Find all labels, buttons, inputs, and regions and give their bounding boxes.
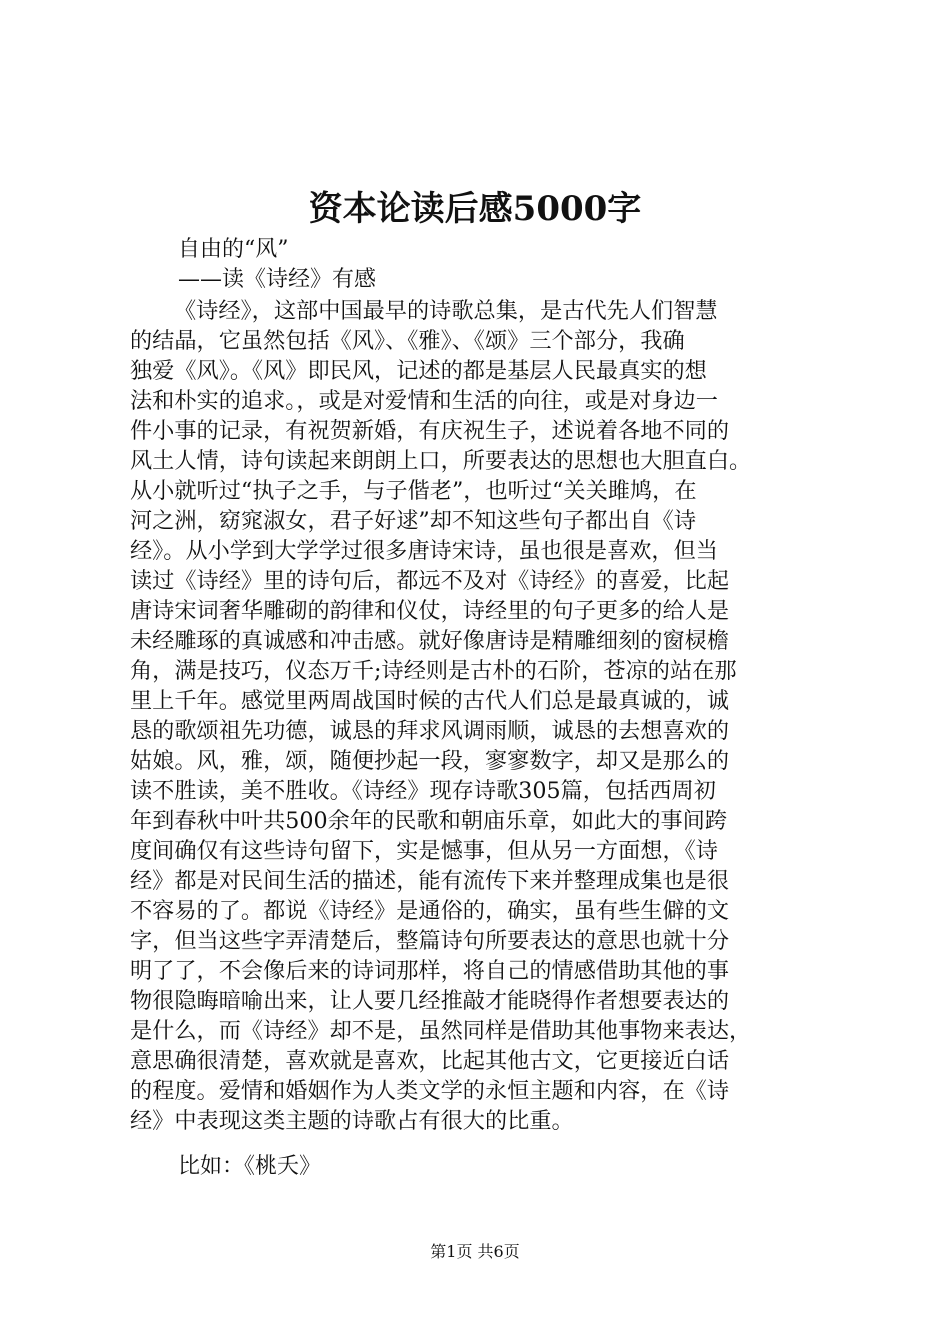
paragraph-line: 经》都是对民间生活的描述，能有流传下来并整理成集也是很 xyxy=(130,868,730,894)
paragraph-line: 唐诗宋词奢华雕砌的韵律和仪仗，诗经里的句子更多的给人是 xyxy=(130,598,730,624)
paragraph-line: 恳的歌颂祖先功德，诚恳的拜求风调雨顺，诚恳的去想喜欢的 xyxy=(130,718,730,744)
closing-line: 比如：《桃夭》 xyxy=(178,1154,322,1179)
body-paragraph xyxy=(130,296,842,1136)
paragraph-line: 法和朴实的追求。，或是对爱情和生活的向往，或是对身边一 xyxy=(130,388,718,414)
document-title: 资本论读后感5000字 xyxy=(308,189,642,229)
paragraph-line: 从小就听过“执子之手，与子偕老”，也听过“关关雎鸠，在 xyxy=(130,478,697,504)
paragraph-line: 经》中表现这类主题的诗歌占有很大的比重。 xyxy=(130,1108,574,1134)
paragraph-line: 里上千年。感觉里两周战国时候的古代人们总是最真诚的，诚 xyxy=(130,688,730,714)
paragraph-line: 是什么，而《诗经》却不是，虽然同样是借助其他事物来表达， xyxy=(130,1018,752,1044)
essay-byline: ——读《诗经》有感 xyxy=(178,267,377,292)
paragraph-line: 独爱《风》。《风》即民风，记述的都是基层人民最真实的想 xyxy=(130,358,707,384)
paragraph-line: 《诗经》，这部中国最早的诗歌总集，是古代先人们智慧 xyxy=(174,298,718,324)
paragraph-line: 字，但当这些字弄清楚后，整篇诗句所要表达的意思也就十分 xyxy=(130,928,730,954)
paragraph-line: 姑娘。风，雅，颂，随便抄起一段，寥寥数字，却又是那么的 xyxy=(130,748,730,774)
paragraph-line: 意思确很清楚，喜欢就是喜欢，比起其他古文，它更接近白话 xyxy=(130,1048,730,1074)
paragraph-line: 明了了，不会像后来的诗词那样，将自己的情感借助其他的事 xyxy=(130,958,730,984)
paragraph-line: 度间确仅有这些诗句留下，实是憾事，但从另一方面想，《诗 xyxy=(130,838,718,864)
paragraph-line: 件小事的记录，有祝贺新婚，有庆祝生子，述说着各地不同的 xyxy=(130,418,730,444)
paragraph-line: 读过《诗经》里的诗句后，都远不及对《诗经》的喜爱，比起 xyxy=(130,568,730,594)
paragraph-line: 的结晶，它虽然包括《风》、《雅》、《颂》三个部分，我确 xyxy=(130,328,685,354)
paragraph-line: 读不胜读，美不胜收。《诗经》现存诗歌305篇，包括西周初 xyxy=(130,778,716,804)
paragraph-line: 物很隐晦暗喻出来，让人要几经推敲才能晓得作者想要表达的 xyxy=(130,988,730,1014)
paragraph-line: 不容易的了。都说《诗经》是通俗的，确实，虽有些生僻的文 xyxy=(130,898,730,924)
paragraph-line: 未经雕琢的真诚感和冲击感。就好像唐诗是精雕细刻的窗棂檐 xyxy=(130,628,730,654)
paragraph-line: 的程度。爱情和婚姻作为人类文学的永恒主题和内容，在《诗 xyxy=(130,1078,730,1104)
paragraph-line: 河之洲，窈窕淑女，君子好逑”却不知这些句子都出自《诗 xyxy=(130,508,697,534)
paragraph-line: 角，满是技巧，仪态万千;诗经则是古朴的石阶，苍凉的站在那 xyxy=(130,658,737,684)
paragraph-line: 经》。从小学到大学学过很多唐诗宋诗，虽也很是喜欢，但当 xyxy=(130,538,718,564)
page-footer: 第1页 共6页 xyxy=(430,1242,520,1261)
paragraph-line: 风土人情，诗句读起来朗朗上口，所要表达的思想也大胆直白。 xyxy=(130,448,752,474)
paragraph-line: 年到春秋中叶共500余年的民歌和朝庙乐章，如此大的事间跨 xyxy=(130,808,728,834)
essay-subtitle: 自由的“风” xyxy=(178,237,289,262)
